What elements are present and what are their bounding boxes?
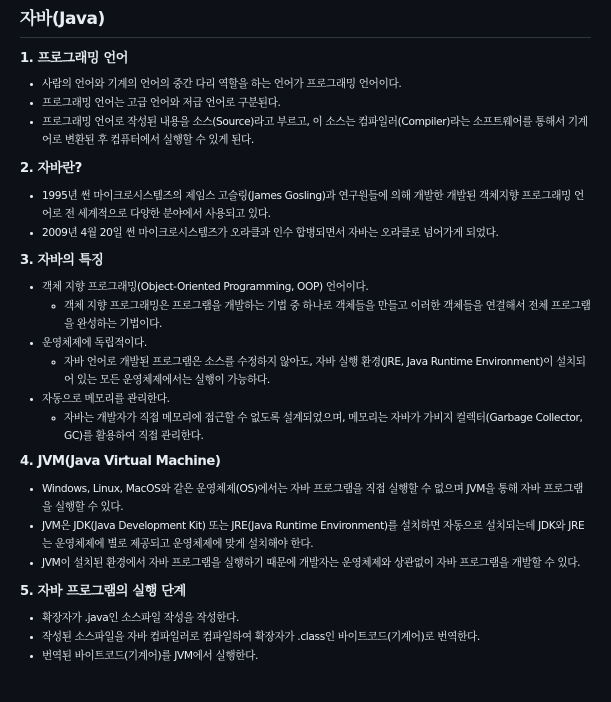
list-item-text: 자동으로 메모리를 관리한다. [42, 393, 170, 405]
sub-list-item: ◦ 객체 지향 프로그래밍은 프로그램을 개발하는 기법 중 하나로 객체들을 만들고 이러한 객체들을 연결해서 전체 프로그램을 완성하는 기법이다. [64, 297, 591, 333]
list-item: • 사람의 언어와 기계의 언어의 중간 다리 역할을 하는 언어가 프로그래밍 언어이다. [42, 75, 591, 93]
section-heading-programming-language: 1. 프로그래밍 언어 [20, 51, 129, 66]
list-item-text: 객체 지향 프로그래밍(Object-Oriented Programming, OOP) 언어이다. [42, 281, 369, 293]
list-item: • 프로그래밍 언어는 고급 언어와 저급 언어로 구분된다. [42, 94, 591, 112]
list-item: • JVM은 JDK(Java Development Kit) 또는 JRE(Java Runtime Environment)를 설치하면 자동으로 설치되는데 JDK와 JRE는 운영체제에 별로 제공되고 운영체제에 맞게 설치해야 한다. [42, 517, 591, 553]
list-item: • 프로그래밍 언어로 작성된 내용을 소스(Source)라고 부르고, 이 소스는 컴파일러(Compiler)라는 소프트웨어를 통해서 기계어로 변환된 후 컴퓨터에서 실행할 수 있게 된다. [42, 113, 591, 149]
section-heading-execution-steps: 5. 자바 프로그램의 실행 단계 [20, 584, 186, 599]
sub-list [42, 297, 591, 333]
section-heading-java-features: 3. 자바의 특징 [20, 253, 104, 268]
list-item-text: 운영체제에 독립적이다. [42, 337, 147, 349]
sub-list [42, 409, 591, 445]
list-item: • JVM이 설치된 환경에서 자바 프로그램을 실행하기 때문에 개발자는 운영체제와 상관없이 자바 프로그램을 개발할 수 있다. [42, 554, 591, 572]
list-item [42, 390, 591, 445]
section-list-java-features [20, 278, 591, 445]
sub-list-item: ◦ 자바는 개발자가 직접 메모리에 접근할 수 없도록 설계되었으며, 메모리는 자바가 가비지 컬렉터(Garbage Collector, GC)를 활용하여 직접 관리한다. [64, 409, 591, 445]
list-item: • 1995년 썬 마이크로시스템즈의 제임스 고슬링(James Gosling)과 연구원들에 의해 개발한 개발된 객체지향 프로그래밍 언어로 전 세계적으로 다양한 분야에서 사용되고 있다. [42, 187, 591, 223]
section-heading-what-is-java: 2. 자바란? [20, 161, 82, 176]
section-list-execution-steps [20, 609, 591, 665]
list-item: • 확장자가 .java인 소스파일 작성을 작성한다. [42, 609, 591, 627]
section-heading-jvm: 4. JVM(Java Virtual Machine) [20, 454, 221, 469]
list-item: • 2009년 4월 20일 썬 마이크로시스템즈가 오라클과 인수 합병되면서 자바는 오라클로 넘어가게 되었다. [42, 224, 591, 242]
list-item [42, 278, 591, 333]
list-item [42, 334, 591, 389]
page-title: 자바(Java) [20, 0, 591, 38]
list-item: • Windows, Linux, MacOS와 같은 운영체제(OS)에서는 자바 프로그램을 직접 실행할 수 없으며 JVM을 통해 자바 프로그램을 실행할 수 있다. [42, 480, 591, 516]
section-list-what-is-java [20, 187, 591, 242]
sub-list [42, 353, 591, 389]
sub-list-item: ◦ 자바 언어로 개발된 프로그램은 소스를 수정하지 않아도, 자바 실행 환경(JRE, Java Runtime Environment)이 설치되어 있는 모든 운영체제에서는 실행이 가능하다. [64, 353, 591, 389]
section-list-programming-language [20, 75, 591, 149]
list-item: • 작성된 소스파일을 자바 컴파일러로 컴파일하여 확장자가 .class인 바이트코드(기계어)로 번역한다. [42, 628, 591, 646]
section-list-jvm [20, 480, 591, 572]
list-item: • 번역된 바이트코드(기계어)를 JVM에서 실행한다. [42, 647, 591, 665]
